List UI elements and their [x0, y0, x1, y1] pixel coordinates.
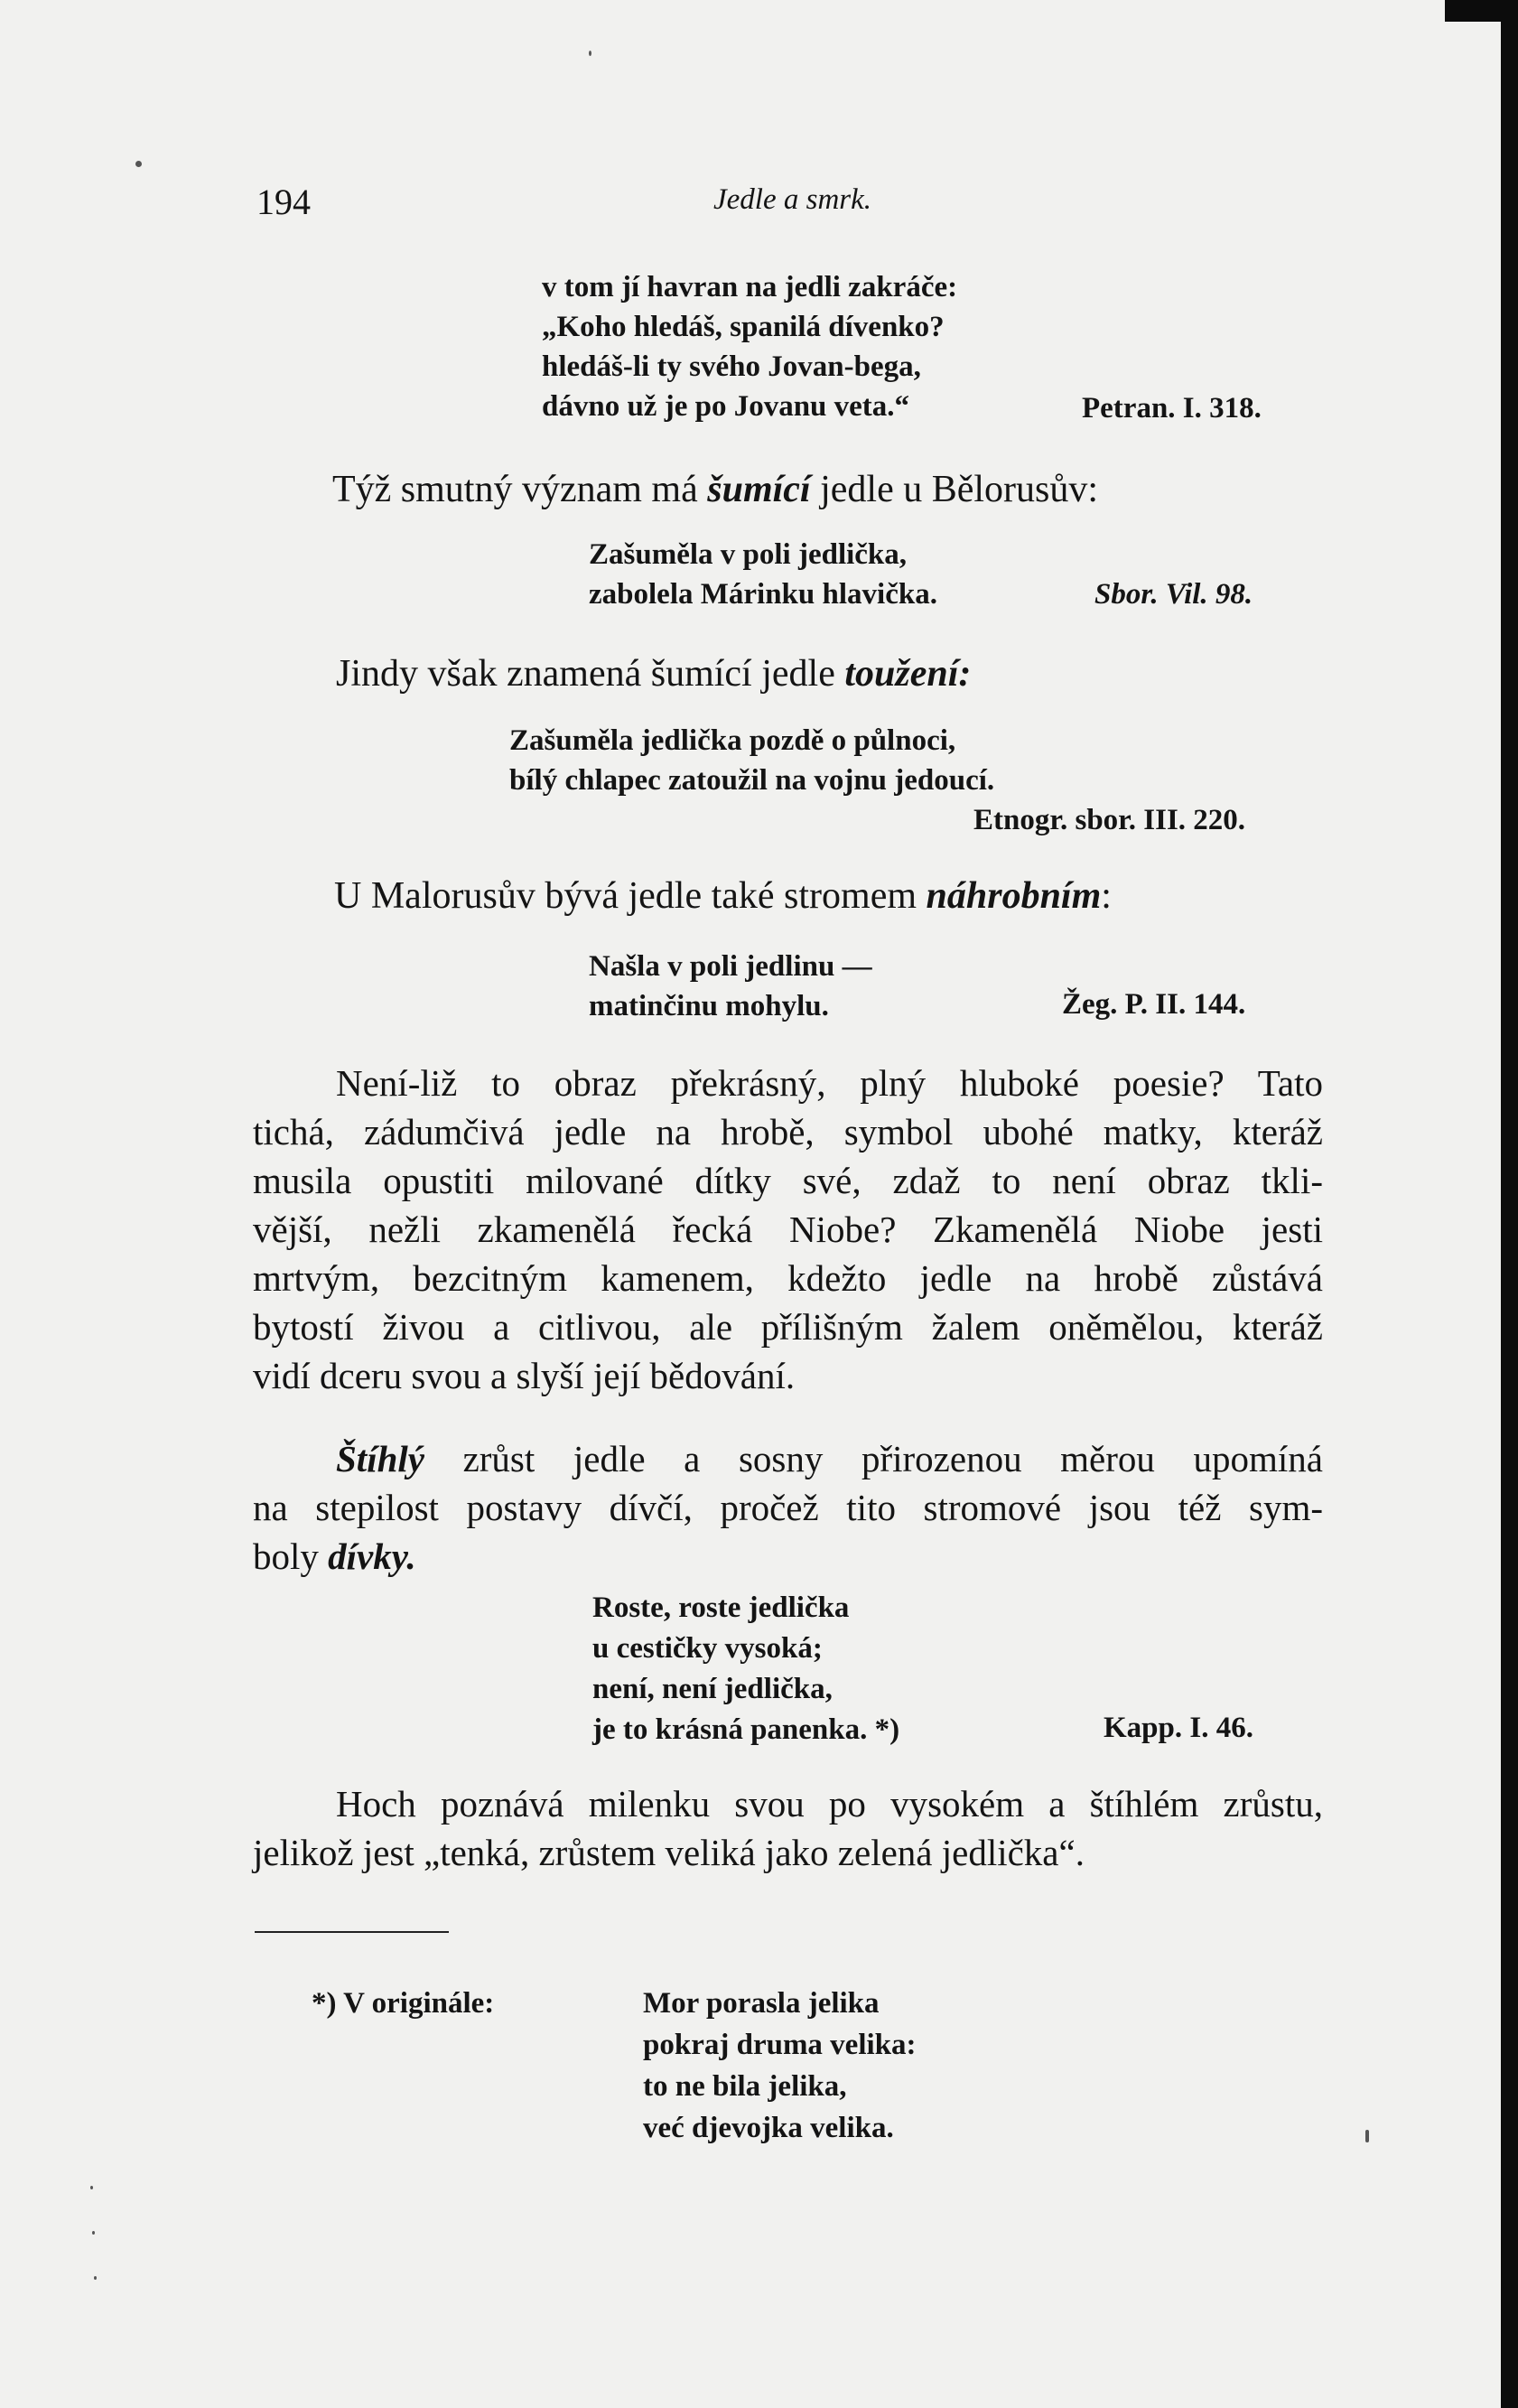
paragraph-1 [253, 1059, 1323, 1400]
verse4-line: Našla v poli jedlinu — [589, 950, 872, 983]
verse2-source: Sbor. Vil. 98. [1094, 578, 1253, 611]
para2-line3-emph: dívky. [328, 1535, 416, 1577]
verse4-source: Žeg. P. II. 144. [1062, 988, 1246, 1021]
para2-line: na stepilost postavy dívčí, pročež tito stromové jsou též sym- [253, 1487, 1323, 1528]
scan-edge-top [1445, 0, 1501, 22]
scan-speck [589, 51, 591, 56]
footnote-label: *) V originále: [312, 1987, 495, 2020]
intro2-before: Týž smutný význam má [332, 469, 708, 510]
para2-emph: Štíhlý [336, 1438, 424, 1479]
verse3-line: Zašuměla jedlička pozdě o půlnoci, [509, 724, 956, 757]
para1-line: mrtvým, bezcitným kamenem, kdežto jedle na hrobě zůstává [253, 1257, 1323, 1299]
scan-speck [135, 161, 142, 167]
footnote-line: pokraj druma velika: [643, 2029, 917, 2061]
para2-line [253, 1434, 1323, 1483]
intro3-text [336, 652, 971, 695]
verse1-source: Petran. I. 318. [1082, 392, 1262, 425]
verse1-line: „Koho hledáš, spanilá dívenko? [542, 311, 945, 343]
scan-speck [92, 2231, 95, 2235]
para1-line: tichá, zádumčivá jedle na hrobě, symbol ubohé matky, kteráž [253, 1111, 1323, 1153]
verse5-line: je to krásná panenka. *) [592, 1713, 900, 1746]
footnote-line: to ne bila jelika, [643, 2070, 847, 2103]
verse5-line: není, není jedlička, [592, 1673, 833, 1705]
verse5-line: Roste, roste jedlička [592, 1591, 850, 1624]
intro2-after: jedle u Bělorusův: [810, 469, 1099, 510]
verse1-line: dávno už je po Jovanu veta.“ [542, 390, 910, 423]
running-title: Jedle a smrk. [713, 183, 872, 216]
intro4-text [334, 874, 1112, 918]
scan-speck [94, 2276, 97, 2280]
para1-line: musila opustiti milované dítky své, zdaž to není obraz tkli- [253, 1160, 1323, 1201]
intro3-before: Jindy však znamená šumící jedle [336, 653, 845, 695]
verse2-line: zabolela Márinku hlavička. [589, 578, 937, 611]
para2-line1-rest: zrůst jedle a sosny přirozenou měrou upomíná [424, 1438, 1323, 1479]
verse2-line: Zašuměla v poli jedlička, [589, 538, 908, 571]
verse4-line: matinčinu mohylu. [589, 990, 829, 1022]
intro3-emph: toužení: [844, 653, 972, 695]
para1-line: vidí dceru svou a slyší její bědování. [253, 1355, 796, 1396]
footnote-line: Mor porasla jelika [643, 1987, 880, 2020]
footnote-line: već djevojka velika. [643, 2112, 894, 2144]
para3-line: Hoch poznává milenku svou po vysokém a štíhlém zrůstu, [336, 1783, 1323, 1825]
intro2-emph: šumící [707, 469, 811, 510]
scan-speck [1365, 2130, 1369, 2142]
verse3-source: Etnogr. sbor. III. 220. [973, 804, 1246, 836]
paragraph-2 [253, 1434, 1323, 1581]
page-number: 194 [256, 182, 311, 222]
verse1-line: hledáš-li ty svého Jovan-bega, [542, 350, 921, 383]
paragraph-3 [253, 1779, 1323, 1877]
verse1-line: v tom jí havran na jedli zakráče: [542, 271, 958, 303]
verse3-line: bílý chlapec zatoužil na vojnu jedoucí. [509, 764, 995, 797]
verse5-source: Kapp. I. 46. [1104, 1712, 1253, 1744]
para2-line [253, 1532, 1323, 1581]
para2-line3-before: boly [253, 1535, 329, 1577]
para1-line: Není-liž to obraz překrásný, plný hluboké poesie? Tato [336, 1062, 1323, 1104]
intro4-before: U Malorusův bývá jedle také stromem [334, 875, 927, 917]
scan-edge-right [1501, 0, 1518, 2408]
scan-speck [90, 2186, 93, 2189]
intro4-emph: náhrobním [926, 875, 1102, 917]
para1-line: bytostí živou a citlivou, ale přílišným žalem oněmělou, kteráž [253, 1306, 1323, 1348]
footnote-rule [255, 1931, 449, 1933]
intro2-text [332, 468, 1098, 511]
para1-line: vější, nežli zkamenělá řecká Niobe? Zkamenělá Niobe jesti [253, 1209, 1323, 1250]
verse5-line: u cestičky vysoká; [592, 1632, 823, 1665]
intro4-after: : [1101, 875, 1112, 917]
para3-line: jelikož jest „tenká, zrůstem veliká jako zelená jedlička“. [253, 1832, 1085, 1873]
